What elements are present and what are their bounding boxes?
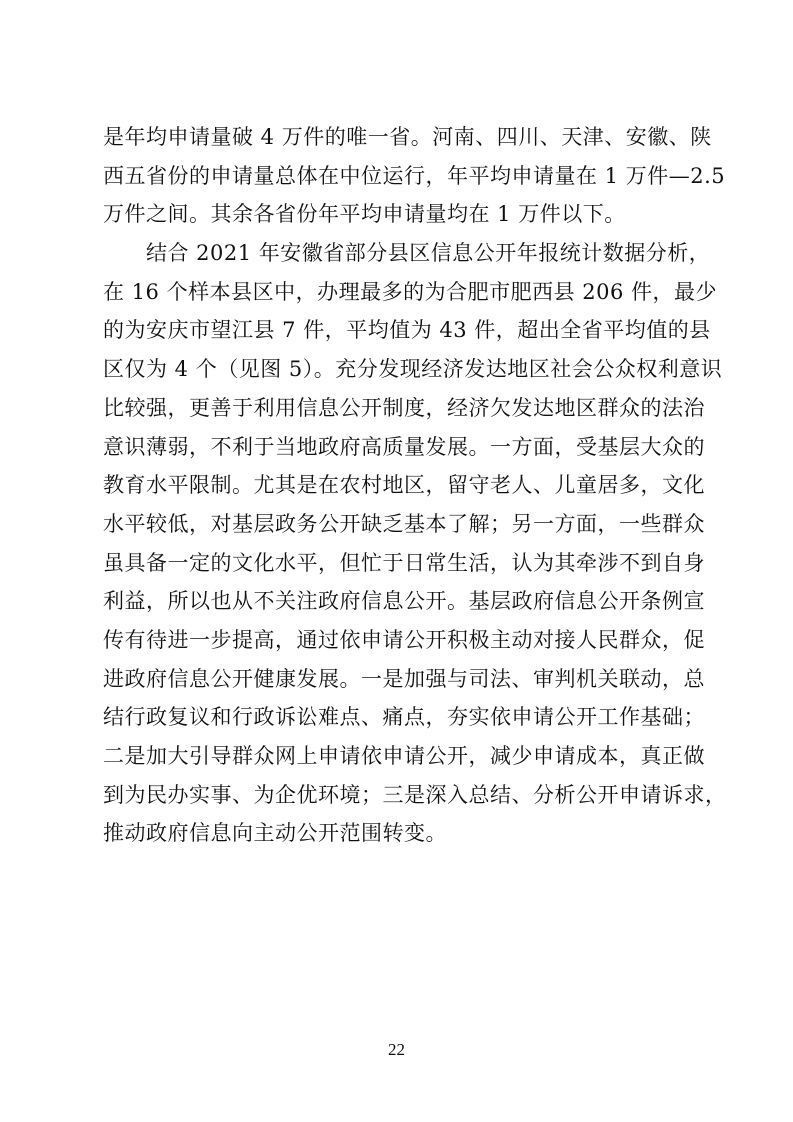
text-line: 的为安庆市望江县 7 件，平均值为 43 件，超出全省平均值的县	[103, 318, 711, 343]
text-line: 意识薄弱，不利于当地政府高质量发展。一方面，受基层大众的	[103, 434, 705, 459]
text-line: 传有待进一步提高，通过依申请公开积极主动对接人民群众，促	[103, 627, 705, 652]
text-line: 水平较低，对基层政务公开缺乏基本了解；另一方面，一些群众	[103, 511, 705, 536]
text-line: 虽具备一定的文化水平，但忙于日常生活，认为其牵涉不到自身	[103, 550, 705, 575]
text-line: 结合 2021 年安徽省部分县区信息公开年报统计数据分析，	[103, 241, 711, 266]
text-line: 比较强，更善于利用信息公开制度，经济欠发达地区群众的法治	[103, 395, 705, 420]
text-line: 推动政府信息向主动公开范围转变。	[103, 821, 447, 846]
text-line: 是年均申请量破 4 万件的唯一省。河南、四川、天津、安徽、陕	[103, 125, 712, 149]
text-line: 万件之间。其余各省份年平均申请量均在 1 万件以下。	[103, 202, 626, 227]
text-line: 进政府信息公开健康发展。一是加强与司法、审判机关联动，总	[103, 666, 705, 691]
text-line: 在 16 个样本县区中，办理最多的为合肥市肥西县 206 件，最少	[103, 279, 718, 304]
text-line: 到为民办实事、为企优环境；三是深入总结、分析公开申请诉求，	[103, 782, 727, 807]
text-line: 西五省份的申请量总体在中位运行，年平均申请量在 1 万件—2.5	[103, 163, 726, 188]
body-text	[103, 118, 727, 853]
page-number: 22	[388, 1040, 405, 1059]
text-line: 利益，所以也从不关注政府信息公开。基层政府信息公开条例宣	[103, 589, 705, 614]
text-line: 教育水平限制。尤其是在农村地区，留守老人、儿童居多，文化	[103, 473, 705, 498]
text-line: 区仅为 4 个（见图 5）。充分发现经济发达地区社会公众权利意识	[103, 357, 723, 382]
text-line: 结行政复议和行政诉讼难点、痛点，夯实依申请公开工作基础；	[103, 705, 705, 730]
text-line: 二是加大引导群众网上申请依申请公开，减少申请成本，真正做	[103, 744, 705, 768]
